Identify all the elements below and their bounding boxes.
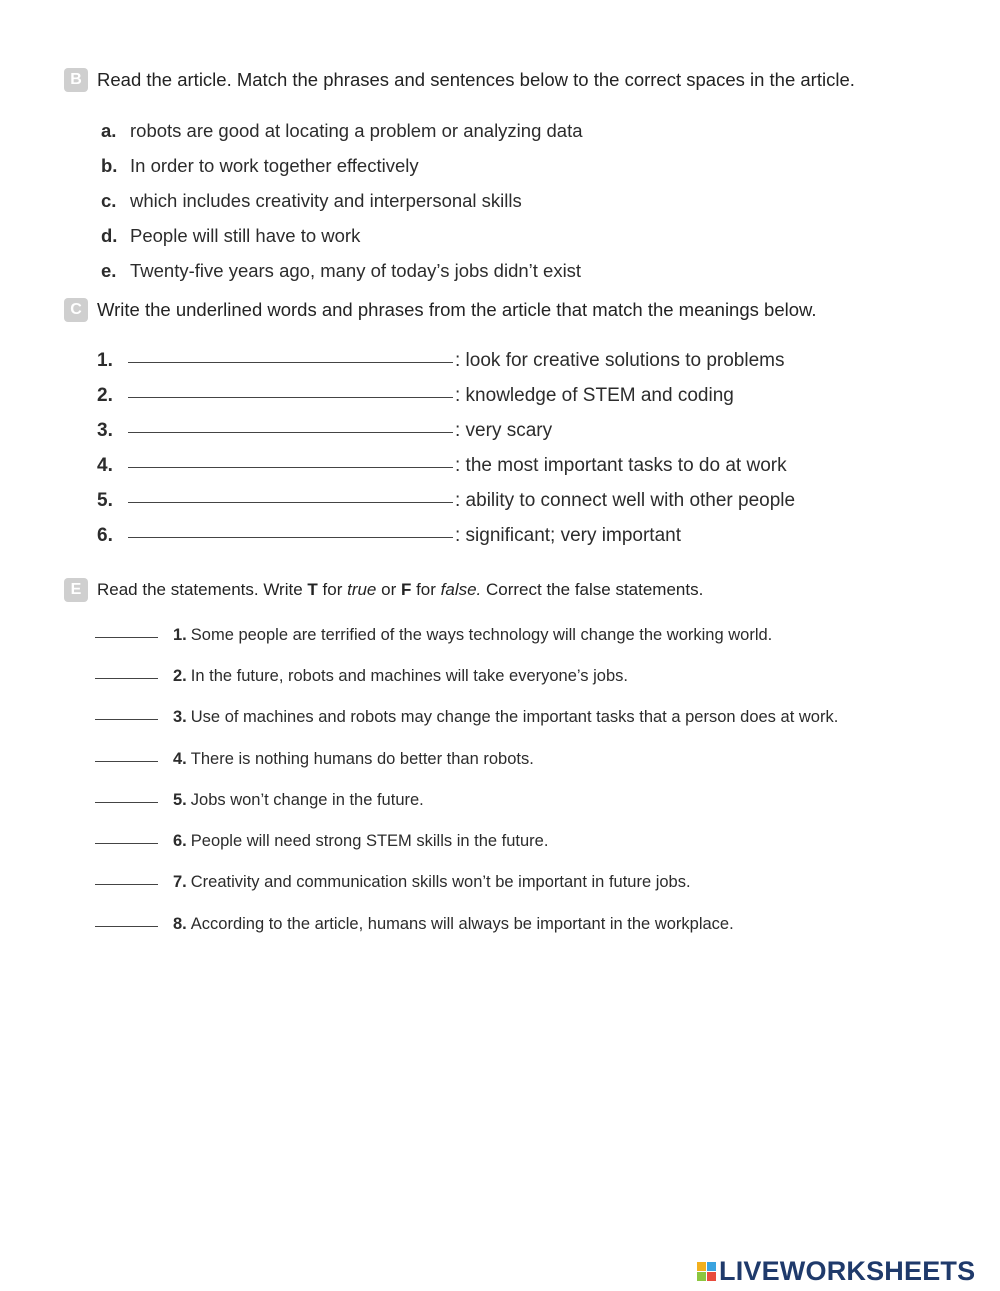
statement-text: Use of machines and robots may change the important tasks that a person does at work. xyxy=(190,708,839,726)
match-option-d xyxy=(101,225,360,247)
option-letter: e. xyxy=(101,260,117,281)
vocab-number: 1. xyxy=(97,350,113,371)
tf-answer-blank[interactable] xyxy=(95,666,158,679)
vocab-row-2 xyxy=(97,385,734,407)
vocab-row-4 xyxy=(97,455,787,477)
instruction-f: F xyxy=(400,580,412,599)
vocab-number: 4. xyxy=(97,455,113,476)
section-b-instruction: Read the article. Match the phrases and sentences below to the correct spaces in the article. xyxy=(97,69,855,90)
instruction-false: false. xyxy=(440,580,482,599)
instruction-text: for xyxy=(411,580,441,599)
vocab-number: 2. xyxy=(97,385,113,406)
statement-row-8 xyxy=(95,915,734,934)
option-text: People will still have to work xyxy=(130,225,361,246)
instruction-text: for xyxy=(317,580,348,599)
vocab-number: 5. xyxy=(97,490,113,511)
section-c-badge: C xyxy=(64,298,88,322)
section-e-instruction xyxy=(97,580,703,600)
tf-answer-blank[interactable] xyxy=(95,625,158,638)
vocab-meaning: : significant; very important xyxy=(455,525,681,546)
instruction-text: or xyxy=(376,580,401,599)
statement-number: 2. xyxy=(173,667,187,685)
instruction-t: T xyxy=(307,580,318,599)
statement-row-4 xyxy=(95,750,534,769)
logo-text: LIVEWORKSHEETS xyxy=(719,1256,976,1286)
statement-number: 4. xyxy=(173,750,187,768)
statement-row-2 xyxy=(95,667,628,686)
statement-text: According to the article, humans will always be important in the workplace. xyxy=(190,915,734,933)
vocab-meaning: : knowledge of STEM and coding xyxy=(455,385,734,406)
instruction-text: Read the statements. Write xyxy=(97,580,308,599)
match-option-e xyxy=(101,260,581,282)
match-option-a xyxy=(101,120,583,142)
option-letter: b. xyxy=(101,155,118,176)
vocab-answer-blank[interactable] xyxy=(128,418,453,433)
section-c-instruction: Write the underlined words and phrases from the article that match the meanings below. xyxy=(97,299,817,320)
logo-squares-icon xyxy=(697,1262,716,1281)
statement-text: There is nothing humans do better than robots. xyxy=(190,750,534,768)
vocab-answer-blank[interactable] xyxy=(128,383,453,398)
logo-square xyxy=(707,1262,716,1271)
tf-answer-blank[interactable] xyxy=(95,872,158,885)
vocab-number: 6. xyxy=(97,525,113,546)
statement-number: 7. xyxy=(173,873,187,891)
tf-answer-blank[interactable] xyxy=(95,707,158,720)
statement-text: In the future, robots and machines will take everyone’s jobs. xyxy=(190,667,628,685)
logo-square xyxy=(697,1262,706,1271)
match-option-c xyxy=(101,190,522,212)
vocab-meaning: : ability to connect well with other people xyxy=(455,490,796,511)
tf-answer-blank[interactable] xyxy=(95,831,158,844)
vocab-answer-blank[interactable] xyxy=(128,453,453,468)
vocab-row-1 xyxy=(97,350,785,372)
tf-answer-blank[interactable] xyxy=(95,790,158,803)
tf-answer-blank[interactable] xyxy=(95,749,158,762)
vocab-row-6 xyxy=(97,525,681,547)
section-e-heading xyxy=(64,578,703,602)
statement-text: Some people are terrified of the ways technology will change the working world. xyxy=(190,626,773,644)
instruction-true: true xyxy=(347,580,377,599)
section-b-badge: B xyxy=(64,68,88,92)
vocab-meaning: : very scary xyxy=(455,420,553,441)
logo-square xyxy=(697,1272,706,1281)
statement-text: People will need strong STEM skills in the future. xyxy=(190,832,549,850)
match-option-b xyxy=(101,155,419,177)
vocab-row-5 xyxy=(97,490,795,512)
option-letter: d. xyxy=(101,225,118,246)
section-e-badge: E xyxy=(64,578,88,602)
statement-number: 8. xyxy=(173,915,187,933)
statement-row-7 xyxy=(95,873,691,892)
vocab-row-3 xyxy=(97,420,552,442)
tf-answer-blank[interactable] xyxy=(95,914,158,927)
vocab-answer-blank[interactable] xyxy=(128,348,453,363)
vocab-meaning: : look for creative solutions to problems xyxy=(455,350,785,371)
logo-square xyxy=(707,1272,716,1281)
option-text: In order to work together effectively xyxy=(130,155,419,176)
vocab-number: 3. xyxy=(97,420,113,441)
statement-text: Jobs won’t change in the future. xyxy=(190,791,424,809)
statement-number: 6. xyxy=(173,832,187,850)
section-c-heading xyxy=(64,298,817,322)
statement-row-5 xyxy=(95,791,424,810)
liveworksheets-logo xyxy=(697,1256,975,1287)
statement-row-1 xyxy=(95,626,772,645)
statement-text: Creativity and communication skills won’t be important in future jobs. xyxy=(190,873,691,891)
statement-number: 5. xyxy=(173,791,187,809)
option-letter: a. xyxy=(101,120,117,141)
option-text: Twenty-five years ago, many of today’s jobs didn’t exist xyxy=(130,260,582,281)
section-b-heading xyxy=(64,68,855,92)
option-text: robots are good at locating a problem or analyzing data xyxy=(130,120,583,141)
vocab-answer-blank[interactable] xyxy=(128,523,453,538)
statement-row-6 xyxy=(95,832,548,851)
statement-number: 1. xyxy=(173,626,187,644)
vocab-meaning: : the most important tasks to do at work xyxy=(455,455,787,476)
option-text: which includes creativity and interpersonal skills xyxy=(130,190,522,211)
option-letter: c. xyxy=(101,190,117,211)
statement-row-3 xyxy=(95,708,838,727)
instruction-text: Correct the false statements. xyxy=(481,580,704,599)
statement-number: 3. xyxy=(173,708,187,726)
vocab-answer-blank[interactable] xyxy=(128,488,453,503)
